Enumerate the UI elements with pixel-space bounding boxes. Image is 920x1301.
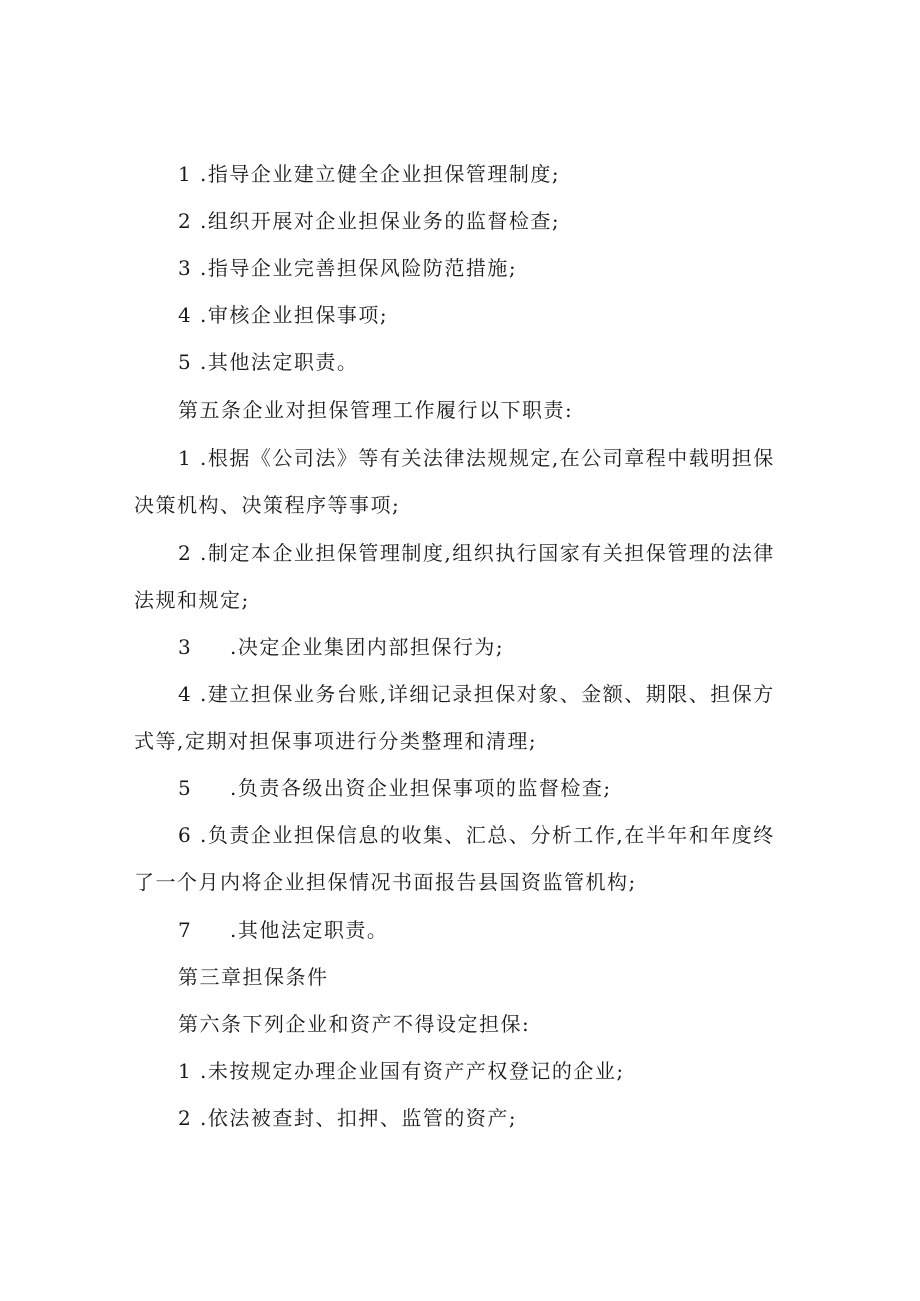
list-item	[178, 348, 794, 376]
list-item	[178, 1104, 794, 1132]
item-number: 2	[178, 541, 193, 565]
item-text: 式等,定期对担保事项进行分类整理和清理;	[134, 729, 538, 753]
item-number: 1	[178, 446, 193, 470]
chapter-heading	[178, 963, 794, 991]
item-text: .其他法定职责。	[200, 350, 359, 374]
item-text: .未按规定办理企业国有资产产权登记的企业;	[200, 1059, 625, 1083]
item-text: .建立担保业务台账,详细记录担保对象、金额、期限、担保方	[200, 682, 775, 706]
item-number: 4	[178, 303, 193, 327]
list-item	[178, 444, 794, 472]
item-text: .其他法定职责。	[230, 918, 389, 942]
list-item	[178, 301, 794, 329]
article-text: 第六条下列企业和资产不得设定担保:	[178, 1012, 531, 1036]
continuation-line	[134, 727, 794, 755]
item-text: .审核企业担保事项;	[200, 303, 389, 327]
item-number: 6	[178, 823, 193, 847]
item-text: .指导企业建立健全企业担保管理制度;	[200, 162, 561, 186]
article-heading	[178, 1010, 794, 1038]
item-text: .指导企业完善担保风险防范措施;	[200, 256, 518, 280]
item-number: 3	[178, 635, 193, 659]
continuation-line	[134, 586, 794, 614]
list-item	[178, 633, 794, 661]
article-text: 第五条企业对担保管理工作履行以下职责:	[178, 398, 574, 422]
item-text: .负责各级出资企业担保事项的监督检查;	[230, 776, 612, 800]
continuation-line	[134, 491, 794, 519]
list-item	[178, 207, 794, 235]
item-number: 3	[178, 256, 193, 280]
item-number: 7	[178, 918, 193, 942]
list-item	[178, 1057, 794, 1085]
list-item	[178, 774, 794, 802]
chapter-text: 第三章担保条件	[178, 965, 329, 989]
continuation-line	[134, 868, 794, 896]
item-text: .根据《公司法》等有关法律法规规定,在公司章程中载明担保	[200, 446, 775, 470]
item-number: 1	[178, 162, 193, 186]
item-number: 1	[178, 1059, 193, 1083]
item-number: 2	[178, 1106, 193, 1130]
item-text: .组织开展对企业担保业务的监督检查;	[200, 209, 561, 233]
list-item	[178, 821, 794, 849]
item-text: 决策机构、决策程序等事项;	[134, 493, 401, 517]
list-item	[178, 539, 794, 567]
list-item	[178, 680, 794, 708]
list-item	[178, 160, 794, 188]
item-text: .决定企业集团内部担保行为;	[230, 635, 505, 659]
item-text: .负责企业担保信息的收集、汇总、分析工作,在半年和年度终	[200, 823, 775, 847]
list-item	[178, 254, 794, 282]
item-number: 2	[178, 209, 193, 233]
list-item	[178, 916, 794, 944]
item-text: .依法被查封、扣押、监管的资产;	[200, 1106, 518, 1130]
item-number: 5	[178, 776, 193, 800]
item-text: .制定本企业担保管理制度,组织执行国家有关担保管理的法律	[200, 541, 775, 565]
article-heading	[178, 396, 794, 424]
item-number: 5	[178, 350, 193, 374]
item-number: 4	[178, 682, 193, 706]
item-text: 了一个月内将企业担保情况书面报告县国资监管机构;	[134, 870, 637, 894]
item-text: 法规和规定;	[134, 588, 250, 612]
